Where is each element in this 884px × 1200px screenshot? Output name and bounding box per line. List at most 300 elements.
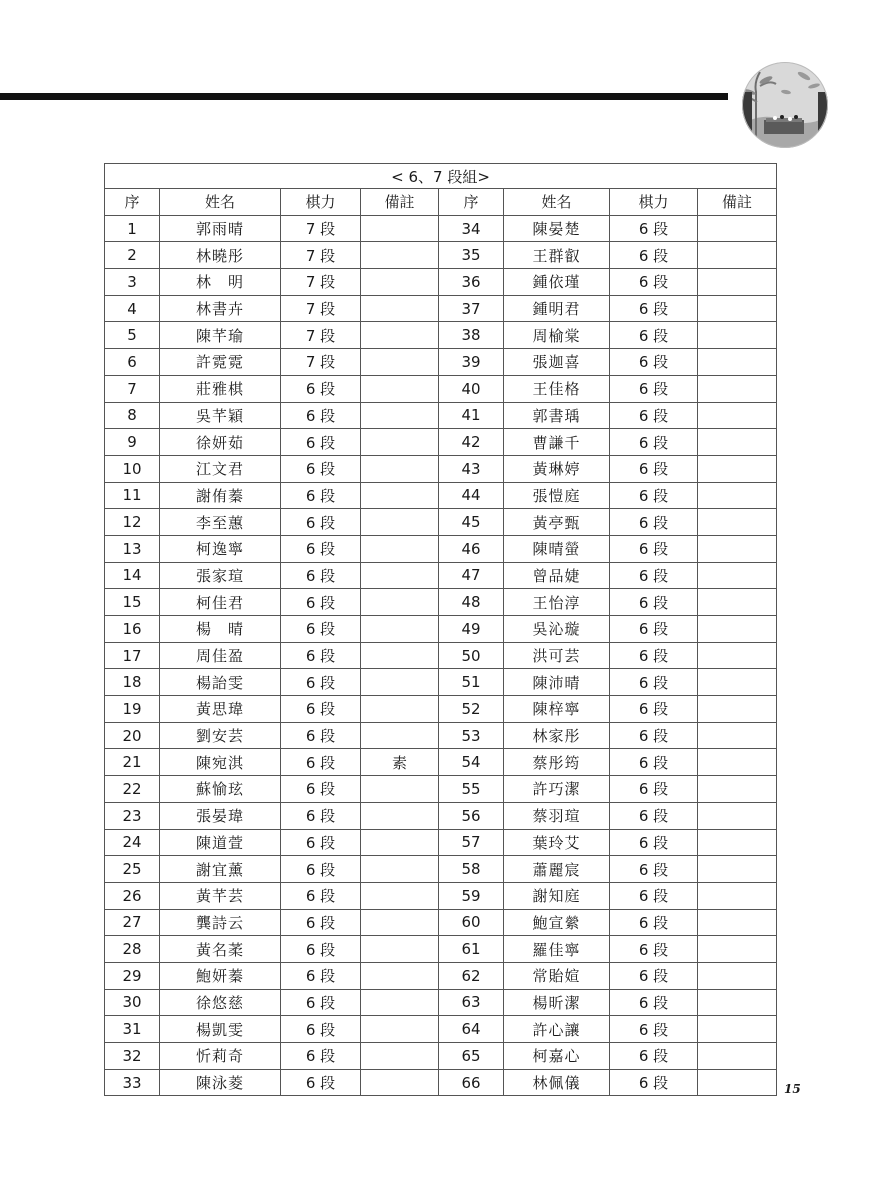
seq-cell: 16 bbox=[105, 616, 160, 643]
seq-cell: 11 bbox=[105, 482, 160, 509]
table-row bbox=[105, 802, 777, 829]
name-cell: 楊昕潔 bbox=[504, 989, 610, 1016]
seq-cell: 27 bbox=[105, 909, 160, 936]
note-cell bbox=[698, 242, 777, 269]
rank-cell: 6 段 bbox=[610, 696, 698, 723]
header-note-2: 備註 bbox=[698, 189, 777, 216]
seq-cell: 1 bbox=[105, 215, 160, 242]
seq-cell: 30 bbox=[105, 989, 160, 1016]
rank-cell: 6 段 bbox=[610, 802, 698, 829]
rank-cell: 7 段 bbox=[281, 215, 361, 242]
name-cell: 謝宜薰 bbox=[160, 856, 281, 883]
rank-cell: 6 段 bbox=[610, 909, 698, 936]
seq-cell: 45 bbox=[439, 509, 504, 536]
note-cell bbox=[698, 402, 777, 429]
table-row bbox=[105, 429, 777, 456]
rank-cell: 6 段 bbox=[610, 295, 698, 322]
rank-cell: 6 段 bbox=[281, 375, 361, 402]
seq-cell: 38 bbox=[439, 322, 504, 349]
seq-cell: 63 bbox=[439, 989, 504, 1016]
note-cell bbox=[361, 989, 439, 1016]
name-cell: 王怡淳 bbox=[504, 589, 610, 616]
note-cell bbox=[698, 776, 777, 803]
name-cell: 龔詩云 bbox=[160, 909, 281, 936]
name-cell: 楊詒雯 bbox=[160, 669, 281, 696]
name-cell: 黃琳婷 bbox=[504, 455, 610, 482]
note-cell bbox=[361, 882, 439, 909]
name-cell: 羅佳寧 bbox=[504, 936, 610, 963]
table-row bbox=[105, 696, 777, 723]
seq-cell: 60 bbox=[439, 909, 504, 936]
note-cell bbox=[361, 642, 439, 669]
seq-cell: 50 bbox=[439, 642, 504, 669]
table-row bbox=[105, 856, 777, 883]
note-cell bbox=[698, 429, 777, 456]
note-cell bbox=[361, 776, 439, 803]
note-cell bbox=[698, 455, 777, 482]
rank-cell: 6 段 bbox=[281, 535, 361, 562]
table-row bbox=[105, 909, 777, 936]
rank-cell: 6 段 bbox=[281, 455, 361, 482]
note-cell bbox=[361, 375, 439, 402]
rank-cell: 6 段 bbox=[281, 802, 361, 829]
table-row bbox=[105, 669, 777, 696]
note-cell bbox=[361, 535, 439, 562]
table-row bbox=[105, 375, 777, 402]
name-cell: 黃思瑋 bbox=[160, 696, 281, 723]
note-cell bbox=[698, 802, 777, 829]
table-row bbox=[105, 749, 777, 776]
header-rule bbox=[0, 93, 728, 100]
rank-cell: 7 段 bbox=[281, 349, 361, 376]
note-cell bbox=[698, 882, 777, 909]
rank-cell: 6 段 bbox=[281, 882, 361, 909]
name-cell: 楊 晴 bbox=[160, 616, 281, 643]
note-cell bbox=[361, 829, 439, 856]
header-seq: 序 bbox=[105, 189, 160, 216]
table-row bbox=[105, 269, 777, 296]
rank-cell: 6 段 bbox=[610, 455, 698, 482]
seq-cell: 17 bbox=[105, 642, 160, 669]
seq-cell: 21 bbox=[105, 749, 160, 776]
rank-cell: 6 段 bbox=[610, 749, 698, 776]
note-cell bbox=[698, 829, 777, 856]
seq-cell: 36 bbox=[439, 269, 504, 296]
rank-cell: 6 段 bbox=[610, 722, 698, 749]
name-cell: 鮑宣縈 bbox=[504, 909, 610, 936]
seq-cell: 54 bbox=[439, 749, 504, 776]
name-cell: 鍾依瑾 bbox=[504, 269, 610, 296]
note-cell bbox=[698, 722, 777, 749]
name-cell: 陳芊瑜 bbox=[160, 322, 281, 349]
note-cell bbox=[361, 349, 439, 376]
name-cell: 柯逸寧 bbox=[160, 535, 281, 562]
rank-cell: 6 段 bbox=[610, 269, 698, 296]
seq-cell: 20 bbox=[105, 722, 160, 749]
rank-cell: 6 段 bbox=[281, 1043, 361, 1070]
seq-cell: 62 bbox=[439, 962, 504, 989]
name-cell: 莊雅棋 bbox=[160, 375, 281, 402]
seq-cell: 24 bbox=[105, 829, 160, 856]
seq-cell: 10 bbox=[105, 455, 160, 482]
note-cell bbox=[698, 616, 777, 643]
rank-cell: 6 段 bbox=[281, 509, 361, 536]
note-cell bbox=[698, 509, 777, 536]
seq-cell: 46 bbox=[439, 535, 504, 562]
seq-cell: 12 bbox=[105, 509, 160, 536]
seq-cell: 48 bbox=[439, 589, 504, 616]
rank-cell: 6 段 bbox=[281, 776, 361, 803]
seq-cell: 22 bbox=[105, 776, 160, 803]
note-cell bbox=[698, 589, 777, 616]
note-cell bbox=[361, 696, 439, 723]
note-cell bbox=[361, 482, 439, 509]
rank-cell: 6 段 bbox=[610, 1016, 698, 1043]
name-cell: 林 明 bbox=[160, 269, 281, 296]
seq-cell: 52 bbox=[439, 696, 504, 723]
name-cell: 柯佳君 bbox=[160, 589, 281, 616]
note-cell bbox=[698, 482, 777, 509]
name-cell: 陳晴螢 bbox=[504, 535, 610, 562]
name-cell: 吳沁璇 bbox=[504, 616, 610, 643]
table-row bbox=[105, 509, 777, 536]
table-row bbox=[105, 482, 777, 509]
rank-cell: 7 段 bbox=[281, 269, 361, 296]
table-row bbox=[105, 535, 777, 562]
name-cell: 黃亭甄 bbox=[504, 509, 610, 536]
name-cell: 張迦喜 bbox=[504, 349, 610, 376]
seq-cell: 49 bbox=[439, 616, 504, 643]
note-cell bbox=[361, 509, 439, 536]
seq-cell: 5 bbox=[105, 322, 160, 349]
name-cell: 郭雨晴 bbox=[160, 215, 281, 242]
table-row bbox=[105, 402, 777, 429]
seq-cell: 31 bbox=[105, 1016, 160, 1043]
rank-cell: 6 段 bbox=[281, 669, 361, 696]
name-cell: 黃名葇 bbox=[160, 936, 281, 963]
name-cell: 周佳盈 bbox=[160, 642, 281, 669]
seq-cell: 8 bbox=[105, 402, 160, 429]
note-cell: 素 bbox=[361, 749, 439, 776]
seq-cell: 57 bbox=[439, 829, 504, 856]
section-title-row bbox=[105, 164, 777, 189]
rank-cell: 6 段 bbox=[281, 616, 361, 643]
rank-cell: 6 段 bbox=[281, 562, 361, 589]
rank-cell: 6 段 bbox=[281, 936, 361, 963]
header-name: 姓名 bbox=[160, 189, 281, 216]
header-rank: 棋力 bbox=[281, 189, 361, 216]
name-cell: 謝侑蓁 bbox=[160, 482, 281, 509]
name-cell: 曾品婕 bbox=[504, 562, 610, 589]
note-cell bbox=[361, 242, 439, 269]
header-rank-2: 棋力 bbox=[610, 189, 698, 216]
note-cell bbox=[698, 295, 777, 322]
name-cell: 陳宛淇 bbox=[160, 749, 281, 776]
table-row bbox=[105, 962, 777, 989]
rank-cell: 6 段 bbox=[281, 962, 361, 989]
name-cell: 徐妍茹 bbox=[160, 429, 281, 456]
seq-cell: 9 bbox=[105, 429, 160, 456]
name-cell: 周榆棠 bbox=[504, 322, 610, 349]
table-row bbox=[105, 616, 777, 643]
note-cell bbox=[361, 856, 439, 883]
name-cell: 張晏瑋 bbox=[160, 802, 281, 829]
seq-cell: 65 bbox=[439, 1043, 504, 1070]
name-cell: 陳道萱 bbox=[160, 829, 281, 856]
seq-cell: 47 bbox=[439, 562, 504, 589]
table-row bbox=[105, 589, 777, 616]
name-cell: 黃芊芸 bbox=[160, 882, 281, 909]
name-cell: 蘇愉玹 bbox=[160, 776, 281, 803]
seq-cell: 51 bbox=[439, 669, 504, 696]
note-cell bbox=[361, 295, 439, 322]
name-cell: 洪可芸 bbox=[504, 642, 610, 669]
table-row bbox=[105, 882, 777, 909]
note-cell bbox=[698, 1069, 777, 1096]
name-cell: 謝知庭 bbox=[504, 882, 610, 909]
note-cell bbox=[698, 322, 777, 349]
rank-cell: 6 段 bbox=[281, 1069, 361, 1096]
seq-cell: 56 bbox=[439, 802, 504, 829]
name-cell: 江文君 bbox=[160, 455, 281, 482]
rank-cell: 6 段 bbox=[610, 1043, 698, 1070]
rank-cell: 6 段 bbox=[281, 589, 361, 616]
note-cell bbox=[698, 962, 777, 989]
note-cell bbox=[361, 589, 439, 616]
name-cell: 林家彤 bbox=[504, 722, 610, 749]
name-cell: 徐悠慈 bbox=[160, 989, 281, 1016]
table-row bbox=[105, 242, 777, 269]
roster-body bbox=[105, 215, 777, 1096]
rank-cell: 6 段 bbox=[610, 642, 698, 669]
rank-cell: 6 段 bbox=[610, 562, 698, 589]
rank-cell: 6 段 bbox=[610, 509, 698, 536]
note-cell bbox=[361, 1069, 439, 1096]
name-cell: 忻莉奇 bbox=[160, 1043, 281, 1070]
header-seq-2: 序 bbox=[439, 189, 504, 216]
seq-cell: 13 bbox=[105, 535, 160, 562]
note-cell bbox=[698, 989, 777, 1016]
rank-cell: 6 段 bbox=[281, 482, 361, 509]
note-cell bbox=[361, 215, 439, 242]
rank-cell: 7 段 bbox=[281, 295, 361, 322]
rank-cell: 6 段 bbox=[281, 989, 361, 1016]
name-cell: 陳沛晴 bbox=[504, 669, 610, 696]
note-cell bbox=[698, 749, 777, 776]
note-cell bbox=[361, 669, 439, 696]
rank-cell: 6 段 bbox=[281, 722, 361, 749]
rank-cell: 6 段 bbox=[610, 215, 698, 242]
name-cell: 蔡彤筠 bbox=[504, 749, 610, 776]
header-note: 備註 bbox=[361, 189, 439, 216]
name-cell: 楊凱雯 bbox=[160, 1016, 281, 1043]
rank-cell: 7 段 bbox=[281, 242, 361, 269]
table-row bbox=[105, 1069, 777, 1096]
rank-cell: 6 段 bbox=[610, 535, 698, 562]
rank-cell: 6 段 bbox=[281, 696, 361, 723]
seq-cell: 41 bbox=[439, 402, 504, 429]
seq-cell: 18 bbox=[105, 669, 160, 696]
note-cell bbox=[698, 535, 777, 562]
seq-cell: 2 bbox=[105, 242, 160, 269]
seq-cell: 14 bbox=[105, 562, 160, 589]
rank-cell: 6 段 bbox=[610, 322, 698, 349]
note-cell bbox=[698, 696, 777, 723]
name-cell: 陳晏楚 bbox=[504, 215, 610, 242]
go-game-illustration-icon bbox=[742, 62, 828, 148]
rank-cell: 6 段 bbox=[281, 909, 361, 936]
name-cell: 王佳格 bbox=[504, 375, 610, 402]
table-row bbox=[105, 562, 777, 589]
rank-cell: 6 段 bbox=[610, 349, 698, 376]
table-row bbox=[105, 936, 777, 963]
seq-cell: 28 bbox=[105, 936, 160, 963]
note-cell bbox=[361, 909, 439, 936]
rank-cell: 6 段 bbox=[281, 749, 361, 776]
seq-cell: 33 bbox=[105, 1069, 160, 1096]
name-cell: 蕭麗宸 bbox=[504, 856, 610, 883]
rank-cell: 6 段 bbox=[610, 882, 698, 909]
seq-cell: 7 bbox=[105, 375, 160, 402]
rank-cell: 6 段 bbox=[281, 856, 361, 883]
table-row bbox=[105, 722, 777, 749]
name-cell: 林佩儀 bbox=[504, 1069, 610, 1096]
name-cell: 張愷庭 bbox=[504, 482, 610, 509]
name-cell: 劉安芸 bbox=[160, 722, 281, 749]
header-row bbox=[105, 189, 777, 216]
note-cell bbox=[698, 1043, 777, 1070]
note-cell bbox=[698, 1016, 777, 1043]
rank-cell: 6 段 bbox=[281, 429, 361, 456]
seq-cell: 59 bbox=[439, 882, 504, 909]
rank-cell: 6 段 bbox=[281, 402, 361, 429]
rank-cell: 6 段 bbox=[610, 669, 698, 696]
seq-cell: 42 bbox=[439, 429, 504, 456]
seq-cell: 26 bbox=[105, 882, 160, 909]
note-cell bbox=[361, 1043, 439, 1070]
section-title: < 6、7 段組> bbox=[105, 164, 777, 189]
name-cell: 陳梓寧 bbox=[504, 696, 610, 723]
seq-cell: 39 bbox=[439, 349, 504, 376]
rank-cell: 6 段 bbox=[610, 242, 698, 269]
seq-cell: 53 bbox=[439, 722, 504, 749]
rank-cell: 6 段 bbox=[610, 402, 698, 429]
rank-cell: 6 段 bbox=[610, 962, 698, 989]
note-cell bbox=[361, 322, 439, 349]
rank-cell: 6 段 bbox=[610, 856, 698, 883]
note-cell bbox=[698, 936, 777, 963]
seq-cell: 64 bbox=[439, 1016, 504, 1043]
rank-cell: 6 段 bbox=[610, 829, 698, 856]
table-row bbox=[105, 455, 777, 482]
table-row bbox=[105, 295, 777, 322]
roster-table bbox=[104, 163, 777, 1096]
header-name-2: 姓名 bbox=[504, 189, 610, 216]
name-cell: 蔡羽瑄 bbox=[504, 802, 610, 829]
rank-cell: 6 段 bbox=[281, 829, 361, 856]
rank-cell: 6 段 bbox=[281, 1016, 361, 1043]
note-cell bbox=[361, 269, 439, 296]
seq-cell: 25 bbox=[105, 856, 160, 883]
seq-cell: 58 bbox=[439, 856, 504, 883]
note-cell bbox=[361, 1016, 439, 1043]
note-cell bbox=[698, 215, 777, 242]
seq-cell: 15 bbox=[105, 589, 160, 616]
name-cell: 張家瑄 bbox=[160, 562, 281, 589]
note-cell bbox=[698, 856, 777, 883]
table-row bbox=[105, 349, 777, 376]
seq-cell: 3 bbox=[105, 269, 160, 296]
name-cell: 郭書瑀 bbox=[504, 402, 610, 429]
name-cell: 柯嘉心 bbox=[504, 1043, 610, 1070]
note-cell bbox=[698, 375, 777, 402]
table-row bbox=[105, 1016, 777, 1043]
note-cell bbox=[698, 669, 777, 696]
note-cell bbox=[361, 616, 439, 643]
seq-cell: 66 bbox=[439, 1069, 504, 1096]
seq-cell: 6 bbox=[105, 349, 160, 376]
name-cell: 許心讓 bbox=[504, 1016, 610, 1043]
seq-cell: 61 bbox=[439, 936, 504, 963]
note-cell bbox=[698, 349, 777, 376]
seq-cell: 35 bbox=[439, 242, 504, 269]
name-cell: 曹謙千 bbox=[504, 429, 610, 456]
rank-cell: 6 段 bbox=[610, 616, 698, 643]
table-row bbox=[105, 989, 777, 1016]
seq-cell: 40 bbox=[439, 375, 504, 402]
name-cell: 常貽媗 bbox=[504, 962, 610, 989]
note-cell bbox=[361, 936, 439, 963]
name-cell: 鮑妍蓁 bbox=[160, 962, 281, 989]
rank-cell: 6 段 bbox=[610, 936, 698, 963]
rank-cell: 6 段 bbox=[610, 989, 698, 1016]
name-cell: 許巧潔 bbox=[504, 776, 610, 803]
rank-cell: 6 段 bbox=[610, 776, 698, 803]
rank-cell: 6 段 bbox=[610, 429, 698, 456]
rank-cell: 6 段 bbox=[281, 642, 361, 669]
name-cell: 李至蕙 bbox=[160, 509, 281, 536]
note-cell bbox=[361, 802, 439, 829]
table-row bbox=[105, 322, 777, 349]
rank-cell: 6 段 bbox=[610, 1069, 698, 1096]
note-cell bbox=[698, 562, 777, 589]
name-cell: 鍾明君 bbox=[504, 295, 610, 322]
seq-cell: 34 bbox=[439, 215, 504, 242]
seq-cell: 55 bbox=[439, 776, 504, 803]
rank-cell: 6 段 bbox=[610, 375, 698, 402]
seq-cell: 44 bbox=[439, 482, 504, 509]
note-cell bbox=[698, 909, 777, 936]
note-cell bbox=[698, 642, 777, 669]
note-cell bbox=[361, 429, 439, 456]
note-cell bbox=[698, 269, 777, 296]
seq-cell: 23 bbox=[105, 802, 160, 829]
page-number: 15 bbox=[784, 1082, 801, 1096]
note-cell bbox=[361, 722, 439, 749]
name-cell: 林曉彤 bbox=[160, 242, 281, 269]
note-cell bbox=[361, 562, 439, 589]
name-cell: 王群叡 bbox=[504, 242, 610, 269]
table-row bbox=[105, 215, 777, 242]
seq-cell: 32 bbox=[105, 1043, 160, 1070]
table-row bbox=[105, 776, 777, 803]
name-cell: 陳泳菱 bbox=[160, 1069, 281, 1096]
note-cell bbox=[361, 402, 439, 429]
note-cell bbox=[361, 962, 439, 989]
seq-cell: 19 bbox=[105, 696, 160, 723]
rank-cell: 6 段 bbox=[610, 589, 698, 616]
name-cell: 林書卉 bbox=[160, 295, 281, 322]
